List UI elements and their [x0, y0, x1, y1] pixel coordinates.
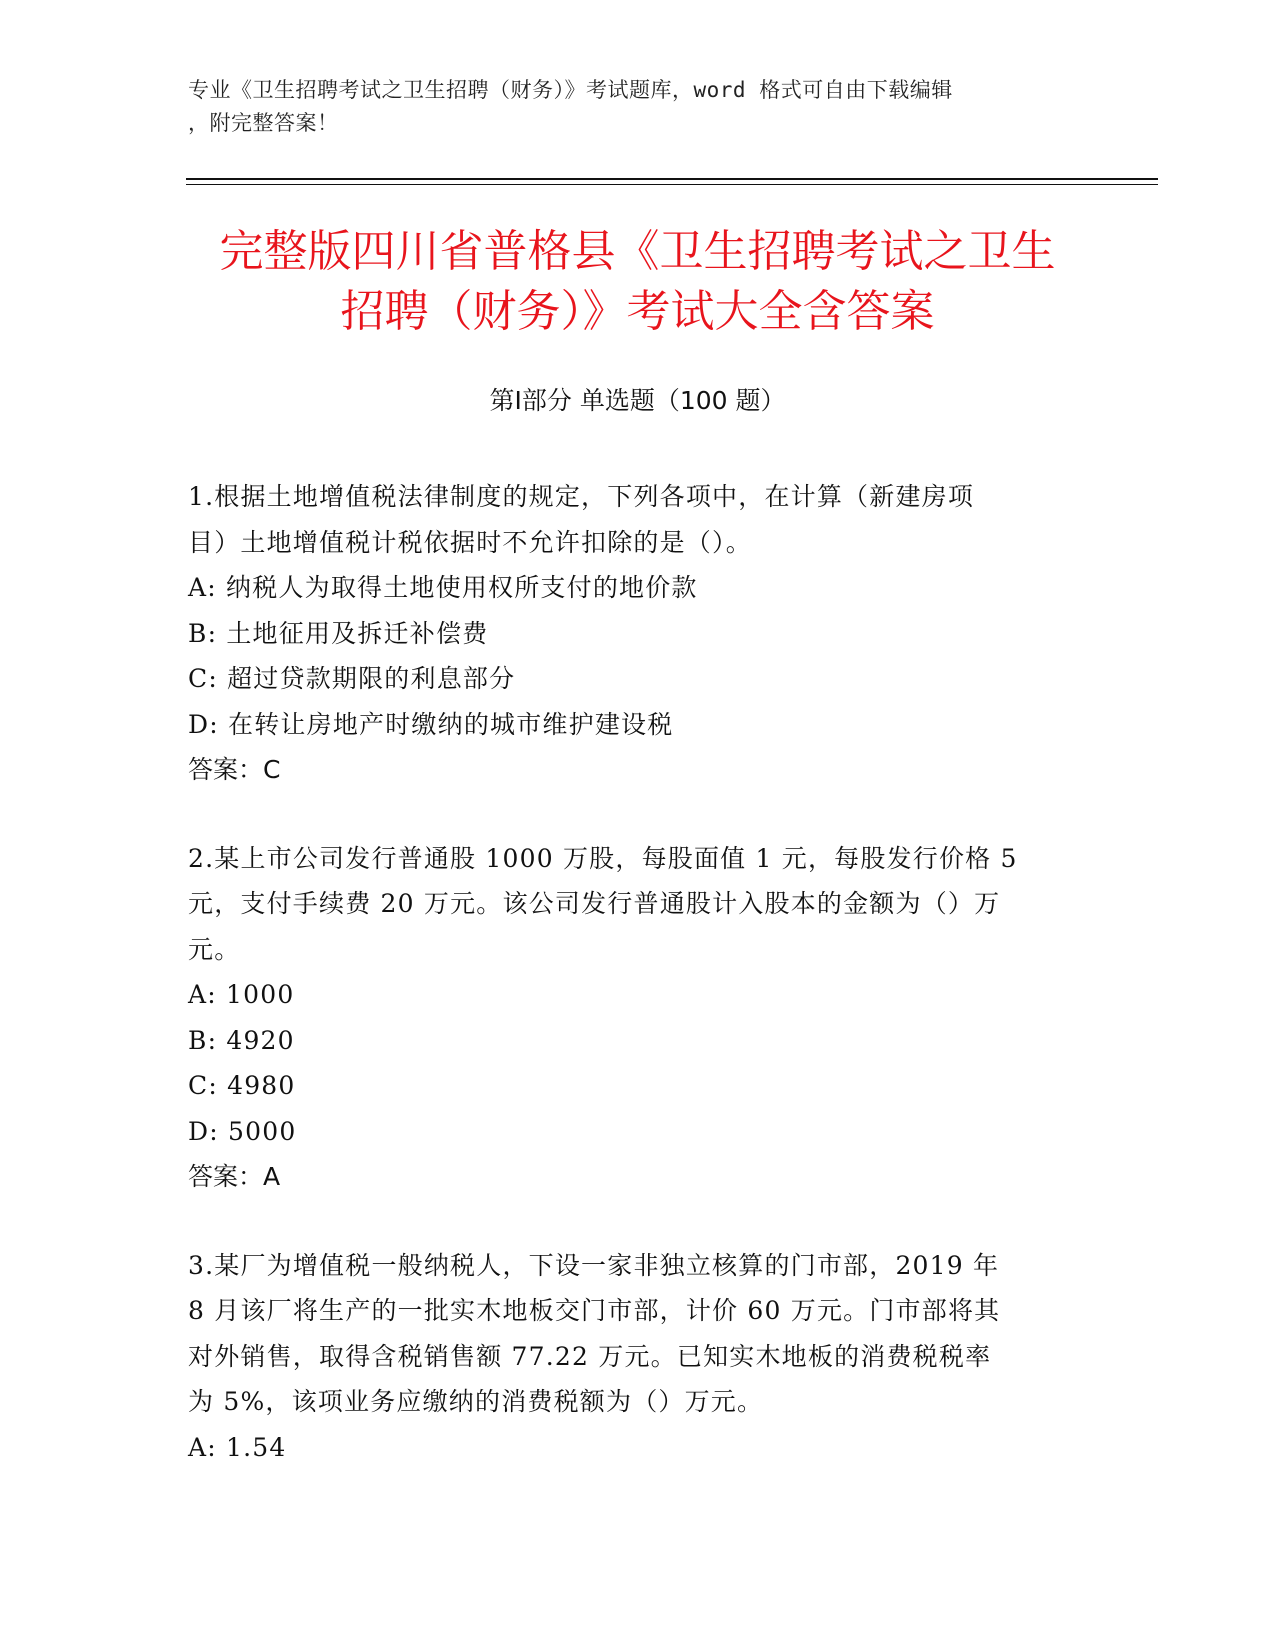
header-divider-thick: [186, 178, 1158, 180]
question-1-answer: 答案：C: [188, 755, 281, 784]
question-3-text-line-3: 对外销售，取得含税销售额 77.22 万元。已知实木地板的消费税税率: [188, 1341, 992, 1371]
question-3-text-line-4: 为 5%，该项业务应缴纳的消费税额为（）万元。: [188, 1387, 764, 1416]
question-3-text-line-2: 8 月该厂将生产的一批实木地板交门市部，计价 60 万元。门市部将其: [188, 1296, 1001, 1325]
question-2-option-d: D: 5000: [188, 1116, 297, 1146]
question-2-option-c: C: 4980: [188, 1071, 296, 1100]
document-title: [130, 222, 1145, 342]
question-2-answer: 答案：A: [188, 1162, 281, 1191]
document-title-line-1: 完整版四川省普格县《卫生招聘考试之卫生: [219, 226, 1056, 277]
question-1-text-line-2: 目）土地增值税计税依据时不允许扣除的是（）。: [188, 527, 752, 557]
question-1-option-a: A: 纳税人为取得土地使用权所支付的地价款: [188, 573, 698, 602]
question-list: [188, 474, 1068, 1470]
question-2-text-line-2: 元，支付手续费 20 万元。该公司发行普通股计入股本的金额为（）万: [188, 889, 1001, 918]
question-1-option-d: D: 在转让房地产时缴纳的城市维护建设税: [188, 709, 674, 739]
document-title-line-2: 招聘（财务）》考试大全含答案: [340, 286, 935, 337]
question-3-option-a: A: 1.54: [188, 1432, 287, 1462]
question-3: [188, 1243, 1068, 1471]
question-spacer: [188, 793, 1068, 836]
section-heading: 第Ⅰ部分 单选题（100 题）: [489, 386, 786, 415]
question-1: [188, 474, 1068, 793]
question-2-text-line-1: 2.某上市公司发行普通股 1000 万股，每股面值 1 元，每股发行价格 5: [188, 843, 1018, 873]
question-1-text-line-1: 1.根据土地增值税法律制度的规定，下列各项中，在计算（新建房项: [188, 482, 975, 511]
question-2-option-b: B: 4920: [188, 1025, 295, 1055]
question-2: [188, 836, 1068, 1200]
header-note: [188, 74, 1088, 140]
header-divider-thin: [186, 184, 1158, 185]
header-note-line-2: ，附完整答案！: [188, 111, 339, 135]
question-1-option-b: B: 土地征用及拆迁补偿费: [188, 618, 489, 648]
question-3-text-line-1: 3.某厂为增值税一般纳税人，下设一家非独立核算的门市部，2019 年: [188, 1250, 1000, 1280]
question-spacer: [188, 1200, 1068, 1243]
question-1-option-c: C: 超过贷款期限的利息部分: [188, 664, 516, 693]
header-note-line-1: 专业《卫生招聘考试之卫生招聘（财务）》考试题库，word 格式可自由下载编辑: [188, 78, 953, 102]
question-2-text-line-3: 元。: [188, 934, 241, 964]
question-2-option-a: A: 1000: [188, 980, 295, 1009]
